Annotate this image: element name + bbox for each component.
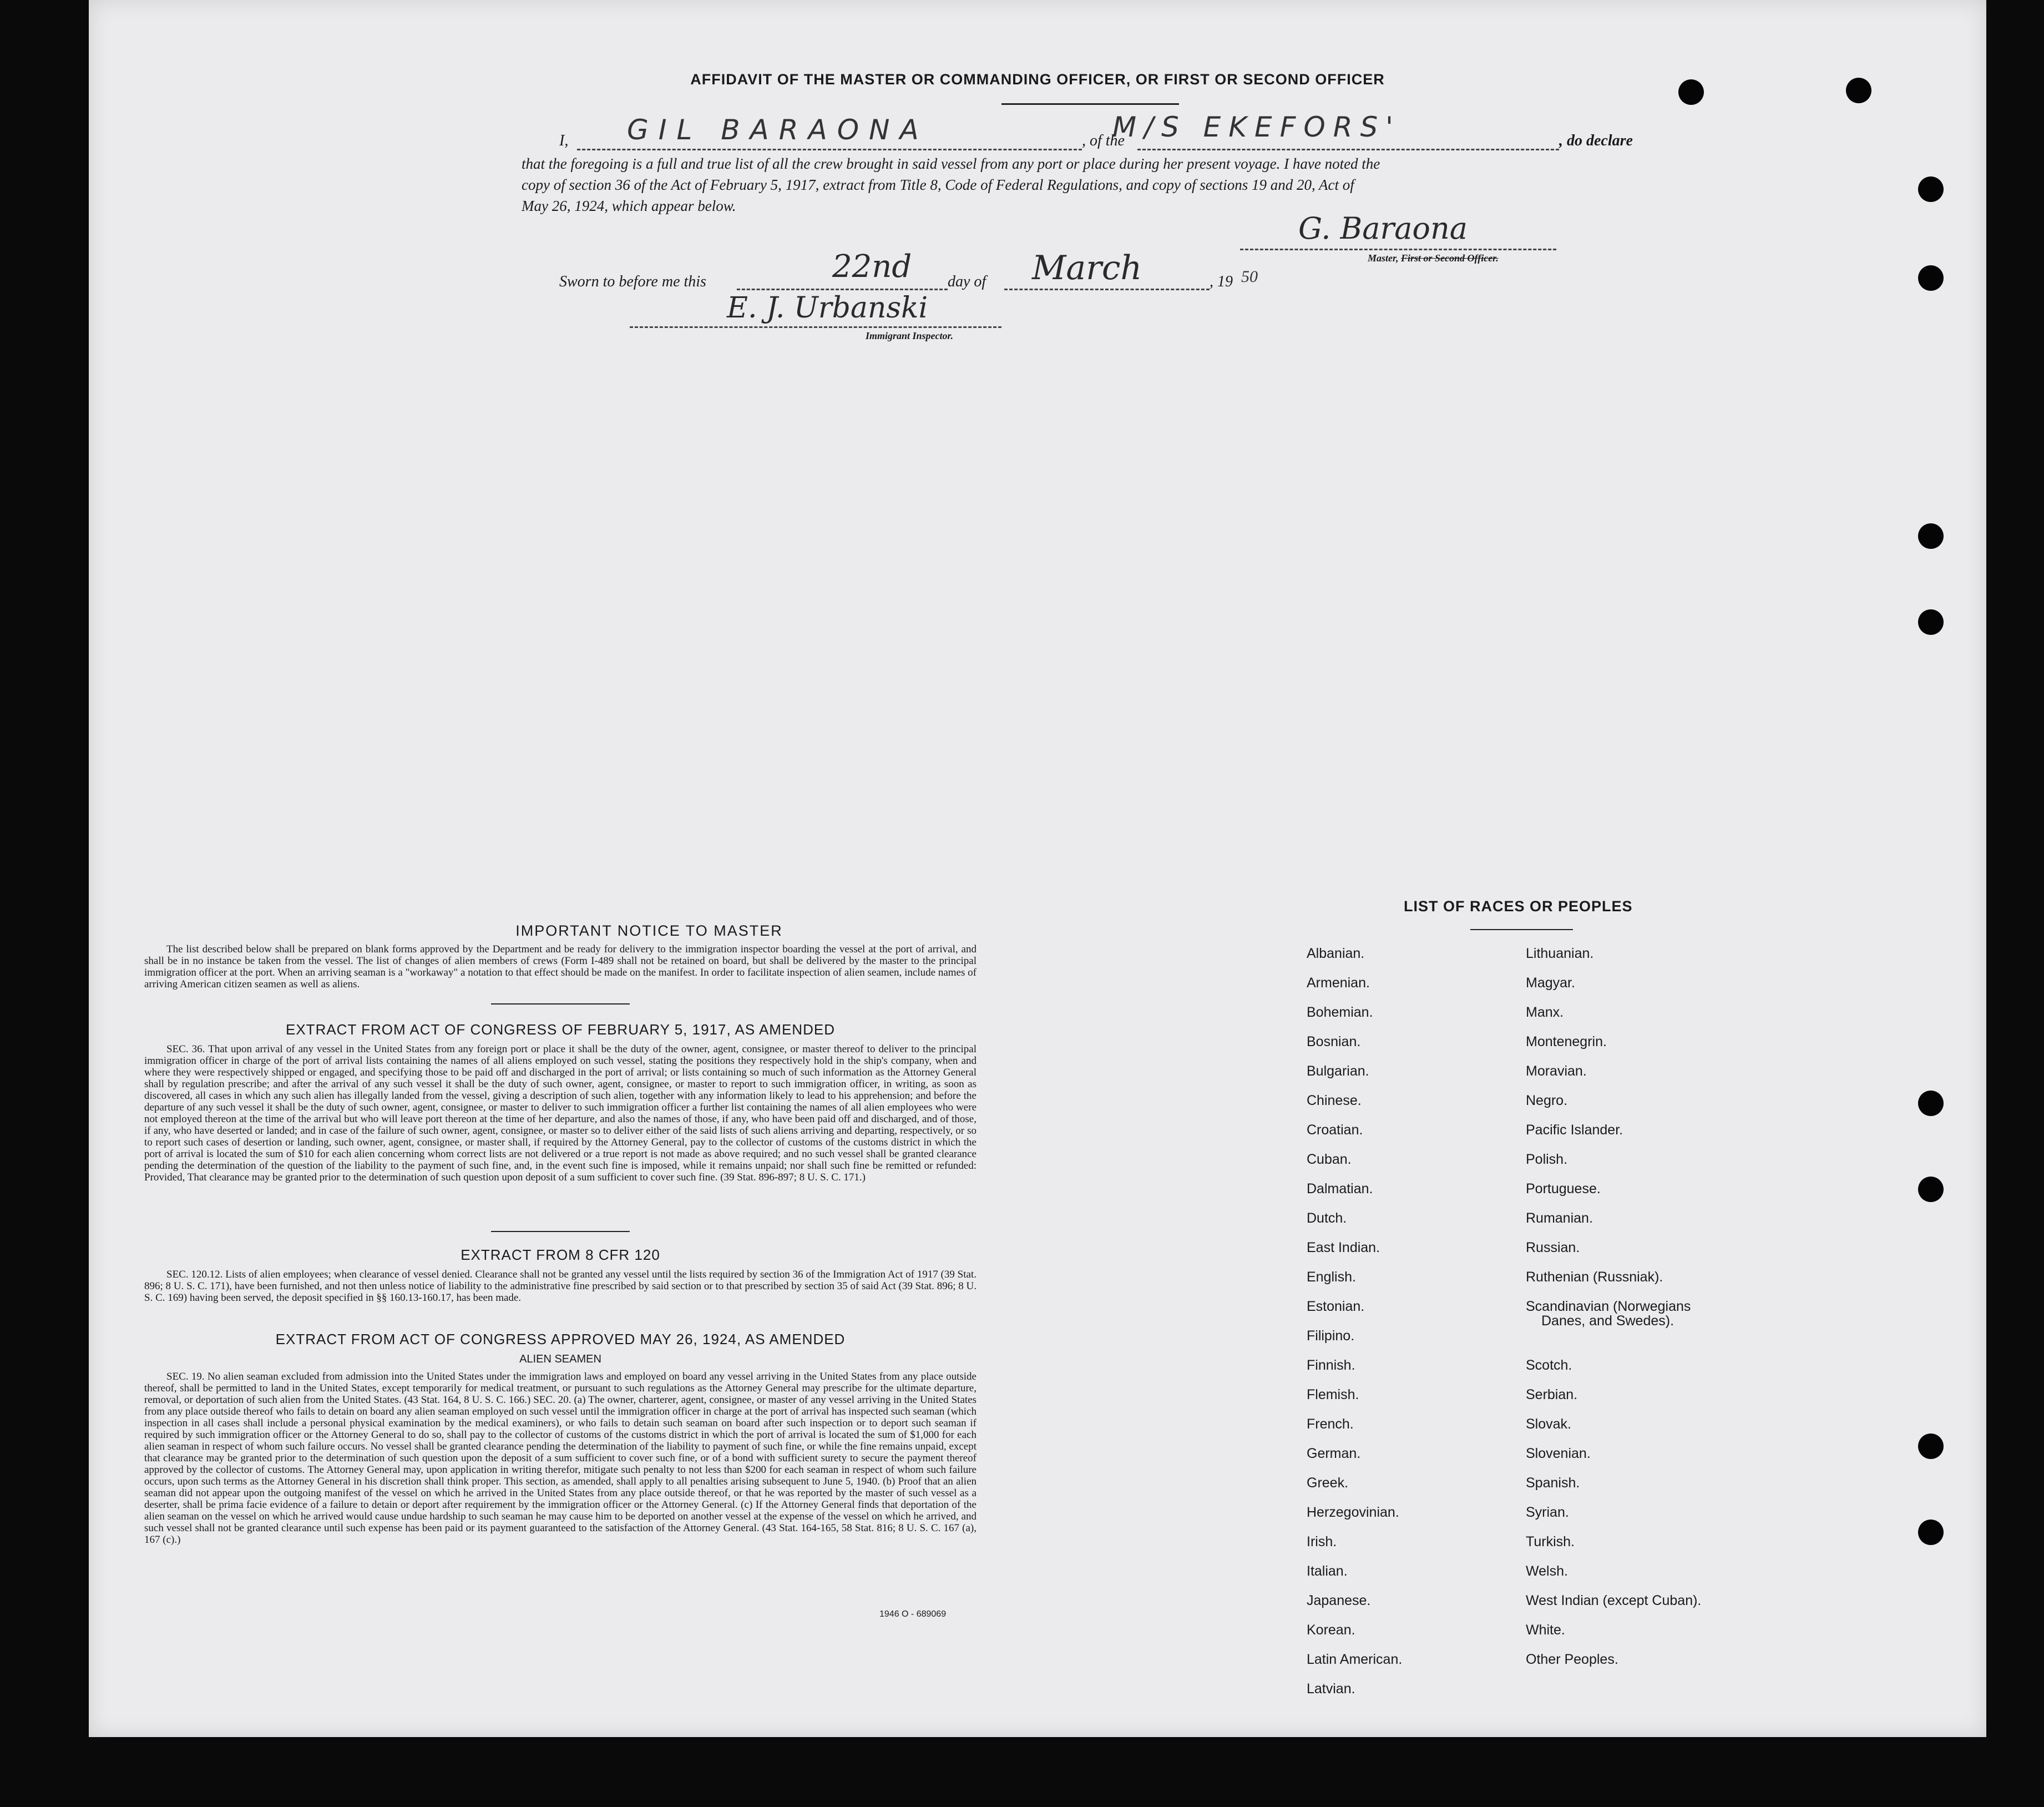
race-item: Magyar. [1526,975,1575,991]
sworn-day-handwritten: 22nd [832,249,912,285]
binder-hole [1918,265,1944,291]
sworn-month-line [1004,289,1210,290]
race-item: Polish. [1526,1152,1568,1167]
binder-hole [1918,1520,1944,1545]
race-item: Italian. [1307,1563,1348,1579]
race-item: Korean. [1307,1622,1355,1638]
extract-1924-title: EXTRACT FROM ACT OF CONGRESS APPROVED MAY 26, 1924, AS AMENDED [275,1331,846,1347]
affidavit-body-line-3: May 26, 1924, which appear below. [522,198,736,214]
master-signature: G. Baraona [1298,211,1468,246]
form-sheet [89,0,1986,1737]
binder-hole [1918,1177,1944,1202]
master-signature-line [1240,249,1556,250]
race-item: Spanish. [1526,1475,1580,1491]
binder-hole [1918,523,1944,549]
binder-hole [1918,609,1944,635]
affidavit-body-line-2: copy of section 36 of the Act of February 5, 1917, extract from Title 8, Code of Federal Regulations, and copy of sections 19 and 20, Act of [522,176,1354,193]
race-item: Montenegrin. [1526,1034,1607,1049]
races-title: LIST OF RACES OR PEOPLES [1404,898,1633,915]
race-item: Irish. [1307,1534,1337,1549]
race-item: Latin American. [1307,1652,1403,1667]
race-item: Albanian. [1307,946,1365,961]
race-item: Dalmatian. [1307,1181,1373,1197]
extract-8cfr-title: EXTRACT FROM 8 CFR 120 [461,1246,660,1263]
affidavit-body-line-1: that the foregoing is a full and true list of all the crew brought in said vessel from any port or place during her present voyage. I have noted the [522,155,1380,172]
sworn-day-line [737,289,948,290]
extract-8cfr-text: SEC. 120.12. Lists of alien employees; when clearance of vessel denied. Clearance shall not be granted any vessel until the lists required by section 36 of the Immigration Act of 1917 (39 Stat. 896; 8 U. S. C. 171), have been furnished, and not then unless notice of liability to the administrative fine prescribed by said section or to that prescribed by section 35 of said Act (39 Stat. 896; 8 U. S. C. 169) having been served, the deposit specified in §§ 160.13-160.17, has been made. [144,1269,977,1304]
race-item: Cuban. [1307,1152,1352,1167]
affidavit-title: AFFIDAVIT OF THE MASTER OR COMMANDING OFFICER, OR FIRST OR SECOND OFFICER [690,71,1385,88]
race-item: Japanese. [1307,1593,1371,1608]
extract-1924-subtitle: ALIEN SEAMEN [519,1353,601,1365]
race-item: Bosnian. [1307,1034,1361,1049]
notice-text: The list described below shall be prepared on blank forms approved by the Department and be ready for delivery to the immigration inspector boarding the vessel at the port of arrival, and shall be in no instance be taken from the vessel. The list of changes of alien members of crews (Form I-489 shall not be retained on board, but shall be delivered by the master to the principal immigration officer at the port. When an arriving seaman is a "workaway" a notation to that effect should be made on the manifest. In order to facilitate inspection of alien seamen, include names of arriving American citizen seamen as well as aliens. [144,943,977,990]
race-item: Scandinavian (Norwegians [1526,1299,1691,1314]
title-rule [1001,103,1179,105]
race-item: Danes, and Swedes). [1541,1313,1674,1329]
year-suffix: 50 [1241,267,1258,286]
race-item: Moravian. [1526,1063,1587,1079]
extract-1917-title: EXTRACT FROM ACT OF CONGRESS OF FEBRUARY 5, 1917, AS AMENDED [286,1021,835,1038]
race-item: Slovak. [1526,1416,1571,1432]
race-item: Pacific Islander. [1526,1122,1623,1138]
do-declare-label: , do declare [1559,132,1633,149]
sworn-label: Sworn to before me this [559,273,706,290]
race-item: Flemish. [1307,1387,1359,1402]
race-item: Croatian. [1307,1122,1363,1138]
binder-hole [1678,79,1704,105]
binder-hole [1846,78,1871,103]
race-item: Lithuanian. [1526,946,1594,961]
race-item: Welsh. [1526,1563,1568,1579]
race-item: French. [1307,1416,1354,1432]
races-left-column [1307,946,1402,1710]
notice-rule [491,1003,630,1005]
race-item: Greek. [1307,1475,1349,1491]
race-item: Scotch. [1526,1357,1572,1373]
race-item: Armenian. [1307,975,1370,991]
year-prefix: , 19 [1210,273,1233,290]
affiant-name-line [577,149,1082,150]
race-item: Slovenian. [1526,1446,1591,1461]
race-item: Bulgarian. [1307,1063,1369,1079]
inspector-caption: Immigrant Inspector. [866,330,954,341]
affiant-i-label: I, [559,132,569,149]
race-item: Dutch. [1307,1210,1347,1226]
race-item: Russian. [1526,1240,1580,1255]
race-item: Portuguese. [1526,1181,1601,1197]
race-item: Ruthenian (Russniak). [1526,1269,1663,1285]
race-item: Negro. [1526,1093,1568,1108]
race-item: Bohemian. [1307,1005,1373,1020]
extract-1917-text: SEC. 36. That upon arrival of any vessel in the United States from any foreign port or place it shall be the duty of the owner, agent, consignee, or master thereof to deliver to the principal immigration officer in charge of the port of arrival lists containing the names of all aliens employed on such vessel, stating the positions they respectively hold in the ship's company, when and where they were respectively shipped or engaged, and specifying those to be paid off and discharged in the port of arrival; or lists containing so much of such information as the Attorney General shall by regulation prescribe; and after the arrival of any such vessel it shall be the duty of such owner, agent, consignee, or master to report to such immigration officer, in writing, as soon as discovered, all cases in which any such alien has illegally landed from the vessel, giving a description of such alien, together with any information likely to lead to his apprehension; and before the departure of any such vessel it shall be the duty of such owner, agent, consignee, or master to deliver to such immigration officer a further list containing the names of all alien employees who were not employed thereon at the time of the arrival but who will leave port thereon at the time of her departure, and also the names of those, if any, who have been paid off and discharged, and of those, if any, who have deserted or landed; and in case of the failure of such owner, agent, consignee, or master so to deliver either of the said lists of such aliens arriving and departing, respectively, or so to report such cases of desertion or landing, such owner, agent, consignee, or master shall, if required by the Attorney General, pay to the collector of customs of the customs district in which the port of arrival is located the sum of $10 for each alien concerning whom correct lists are not delivered or a true report is not made as above required; and no such vessel shall be granted clearance pending the determination of the question of the liability to the payment of such fine, and, in the event such fine is imposed, while it remains unpaid; nor shall such fine be remitted or refunded: Provided, That clearance may be granted prior to the determination of such question upon deposit of a sum sufficient to cover such fine. (39 Stat. 896-897; 8 U. S. C. 171.) [144,1043,977,1183]
race-item: West Indian (except Cuban). [1526,1593,1702,1608]
master-caption-struck: First or Second Officer. [1401,253,1499,264]
race-item: Manx. [1526,1005,1564,1020]
vessel-name-line [1137,149,1559,150]
extract-1917-rule [491,1231,630,1232]
inspector-signature-line [630,326,1001,328]
races-rule [1470,929,1573,930]
race-item: Herzegovinian. [1307,1505,1399,1520]
race-item: Chinese. [1307,1093,1362,1108]
binder-hole [1918,176,1944,202]
race-item: Rumanian. [1526,1210,1593,1226]
day-of-label: day of [948,273,986,290]
master-caption [1368,253,1499,264]
races-right-column [1526,946,1701,1681]
binder-hole [1918,1091,1944,1116]
race-item: Serbian. [1526,1387,1578,1402]
race-item: Estonian. [1307,1299,1365,1314]
vessel-name-handwritten: M/S EKEFORS' [1112,111,1401,143]
of-the-label: , of the [1082,132,1125,149]
race-item: Latvian. [1307,1681,1355,1697]
race-item: Filipino. [1307,1328,1355,1344]
notice-title: IMPORTANT NOTICE TO MASTER [515,922,783,939]
race-item: Syrian. [1526,1505,1569,1520]
race-item: East Indian. [1307,1240,1380,1255]
print-code: 1946 O - 689069 [879,1609,947,1619]
race-item: German. [1307,1446,1361,1461]
race-item [1526,1328,1701,1357]
extract-1924-text: SEC. 19. No alien seaman excluded from admission into the United States under the immigration laws and employed on board any vessel arriving in the United States from any place outside thereof, shall be permitted to land in the United States, except temporarily for medical treatment, or pursuant to such regulations as the Attorney General may prescribe for the ultimate departure, removal, or deportation of such alien from the United States. (43 Stat. 164, 8 U. S. C. 166.) SEC. 20. (a) The owner, charterer, agent, consignee, or master of any vessel arriving in the United States from any place outside thereof who fails to detain on board any alien seaman employed on such vessel until the immigration officer in charge at the port of arrival has inspected such seaman (which inspection in all cases shall include a personal physical examination by the medical examiners), or who fails to detain such seaman on board after such inspection or to deport such seaman if required by such immigration officer or the Attorney General to do so, shall pay to the collector of customs of the customs district in which the port of arrival is located the sum of $1,000 for each alien seaman in respect of whom such failure occurs. No vessel shall be granted clearance pending the determination of the liability to payment of such fine, or while the fine remains unpaid, except that clearance may be granted prior to the determination of such question upon the deposit of a sum sufficient to cover such fine, or of a bond with sufficient surety to secure the payment thereof approved by the collector of customs. The Attorney General may, upon application in writing therefor, mitigate such penalty to not less than $200 for each seaman in respect of whom such failure occurs, upon such terms as the Attorney General in his discretion shall think proper. This section, as amended, shall apply to all penalties arising subsequent to June 5, 1940. (b) Proof that an alien seaman did not appear upon the outgoing manifest of the vessel on which he arrived in the United States from any place outside thereof, or that he was reported by the master of such vessel as a deserter, shall be prima facie evidence of a failure to detain or deport after requirement by the immigration officer or the Attorney General. (c) If the Attorney General finds that deportation of the alien seaman on the vessel on which he arrived would cause undue hardship to such seaman he may cause him to be deported on another vessel at the expense of the vessel on which he arrived, and such vessel shall not be granted clearance until such expense has been paid or its payment guaranteed to the satisfaction of the Attorney General. (43 Stat. 164-165, 58 Stat. 816; 8 U. S. C. 167 (a), 167 (c).) [144,1371,977,1546]
race-item: English. [1307,1269,1356,1285]
race-item: Turkish. [1526,1534,1575,1549]
race-item: Other Peoples. [1526,1652,1618,1667]
race-item: Finnish. [1307,1357,1355,1373]
master-caption-kept: Master, [1368,253,1399,264]
sworn-month-handwritten: March [1032,249,1142,287]
inspector-signature: E. J. Urbanski [727,291,928,325]
affiant-name-handwritten: GIL BARAONA [627,114,929,146]
binder-hole [1918,1434,1944,1459]
race-item: White. [1526,1622,1565,1638]
